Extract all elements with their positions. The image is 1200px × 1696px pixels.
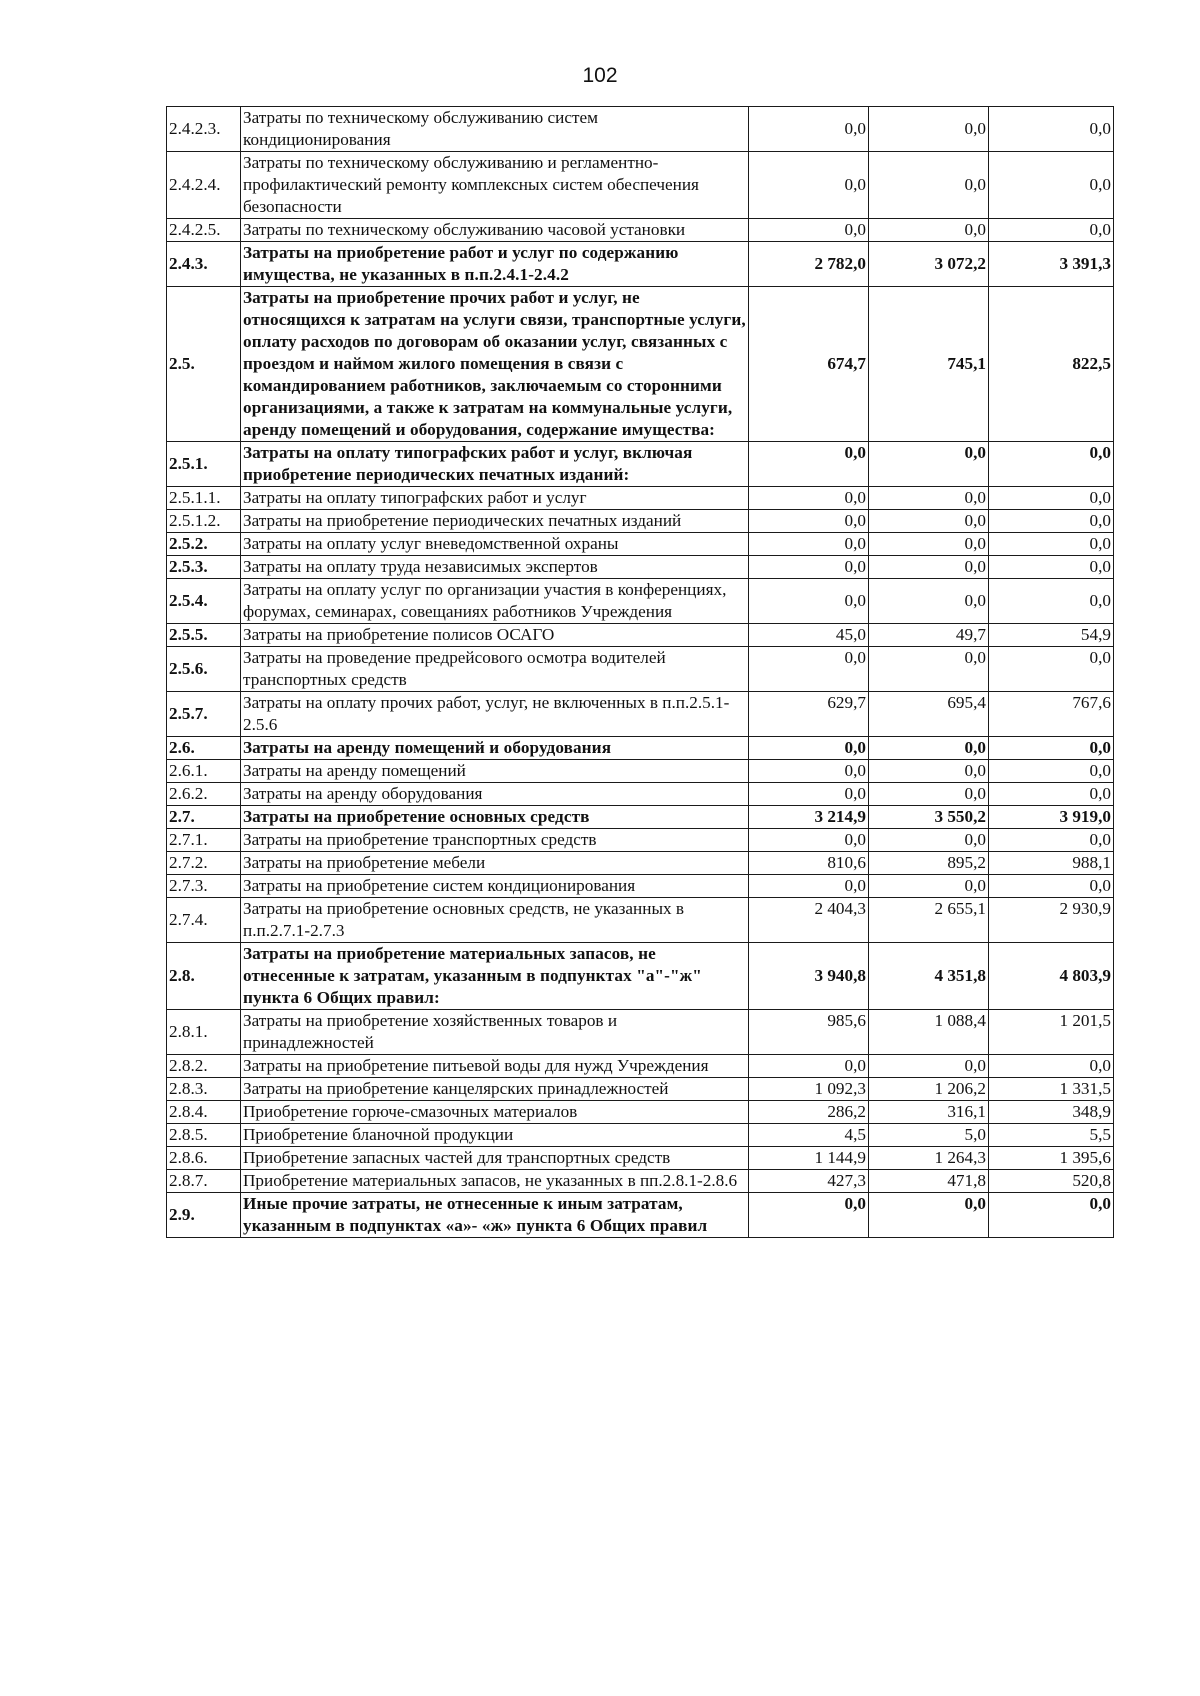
table-row bbox=[167, 1101, 1114, 1124]
row-value-2: 0,0 bbox=[869, 152, 989, 219]
row-value-1: 629,7 bbox=[749, 692, 869, 737]
table-row bbox=[167, 1193, 1114, 1238]
row-number: 2.5.1.1. bbox=[167, 487, 241, 510]
row-value-1: 0,0 bbox=[749, 783, 869, 806]
row-description: Затраты на приобретение основных средств, не указанных в п.п.2.7.1-2.7.3 bbox=[241, 898, 749, 943]
row-value-3: 0,0 bbox=[989, 829, 1114, 852]
row-value-3: 767,6 bbox=[989, 692, 1114, 737]
row-value-2: 5,0 bbox=[869, 1124, 989, 1147]
row-value-1: 2 404,3 bbox=[749, 898, 869, 943]
row-value-3: 0,0 bbox=[989, 783, 1114, 806]
row-value-2: 0,0 bbox=[869, 1055, 989, 1078]
table-row bbox=[167, 806, 1114, 829]
row-value-3: 520,8 bbox=[989, 1170, 1114, 1193]
row-number: 2.8.6. bbox=[167, 1147, 241, 1170]
row-value-2: 0,0 bbox=[869, 219, 989, 242]
row-value-1: 3 940,8 bbox=[749, 943, 869, 1010]
row-number: 2.5. bbox=[167, 287, 241, 442]
row-value-2: 0,0 bbox=[869, 829, 989, 852]
row-number: 2.9. bbox=[167, 1193, 241, 1238]
row-number: 2.4.3. bbox=[167, 242, 241, 287]
row-value-2: 1 206,2 bbox=[869, 1078, 989, 1101]
row-value-3: 0,0 bbox=[989, 875, 1114, 898]
row-value-1: 810,6 bbox=[749, 852, 869, 875]
row-number: 2.8.3. bbox=[167, 1078, 241, 1101]
row-value-3: 0,0 bbox=[989, 579, 1114, 624]
row-description: Затраты по техническому обслуживанию систем кондиционирования bbox=[241, 107, 749, 152]
table-row bbox=[167, 898, 1114, 943]
row-number: 2.5.4. bbox=[167, 579, 241, 624]
row-number: 2.7.1. bbox=[167, 829, 241, 852]
row-value-1: 0,0 bbox=[749, 737, 869, 760]
row-value-1: 286,2 bbox=[749, 1101, 869, 1124]
row-value-1: 0,0 bbox=[749, 579, 869, 624]
row-value-1: 427,3 bbox=[749, 1170, 869, 1193]
row-description: Затраты на оплату типографских работ и услуг, включая приобретение периодических печатных изданий: bbox=[241, 442, 749, 487]
row-value-3: 1 331,5 bbox=[989, 1078, 1114, 1101]
table-row bbox=[167, 1170, 1114, 1193]
table-row bbox=[167, 533, 1114, 556]
row-value-3: 0,0 bbox=[989, 442, 1114, 487]
row-value-1: 0,0 bbox=[749, 1055, 869, 1078]
table-row bbox=[167, 647, 1114, 692]
row-value-2: 745,1 bbox=[869, 287, 989, 442]
table-row bbox=[167, 219, 1114, 242]
table-row bbox=[167, 1010, 1114, 1055]
row-value-2: 49,7 bbox=[869, 624, 989, 647]
row-description: Затраты на аренду помещений bbox=[241, 760, 749, 783]
row-value-2: 0,0 bbox=[869, 760, 989, 783]
table-row bbox=[167, 287, 1114, 442]
row-number: 2.7.4. bbox=[167, 898, 241, 943]
row-number: 2.7.2. bbox=[167, 852, 241, 875]
row-number: 2.6.1. bbox=[167, 760, 241, 783]
table-row bbox=[167, 487, 1114, 510]
row-value-1: 45,0 bbox=[749, 624, 869, 647]
table-row bbox=[167, 624, 1114, 647]
table-row bbox=[167, 107, 1114, 152]
row-number: 2.6. bbox=[167, 737, 241, 760]
row-value-3: 0,0 bbox=[989, 556, 1114, 579]
row-value-1: 0,0 bbox=[749, 533, 869, 556]
row-value-2: 1 264,3 bbox=[869, 1147, 989, 1170]
row-value-2: 0,0 bbox=[869, 875, 989, 898]
row-description: Затраты на оплату услуг вневедомственной охраны bbox=[241, 533, 749, 556]
table-row bbox=[167, 1124, 1114, 1147]
table-row bbox=[167, 242, 1114, 287]
row-value-3: 0,0 bbox=[989, 1193, 1114, 1238]
row-number: 2.8.4. bbox=[167, 1101, 241, 1124]
row-description: Иные прочие затраты, не отнесенные к иным затратам, указанным в подпунктах «а»- «ж» пункта 6 Общих правил bbox=[241, 1193, 749, 1238]
table-row bbox=[167, 556, 1114, 579]
table-row bbox=[167, 152, 1114, 219]
row-number: 2.8.2. bbox=[167, 1055, 241, 1078]
row-description: Затраты на приобретение материальных запасов, не отнесенные к затратам, указанным в подпунктах "а"-"ж" пункта 6 Общих правил: bbox=[241, 943, 749, 1010]
row-number: 2.4.2.4. bbox=[167, 152, 241, 219]
row-value-2: 0,0 bbox=[869, 579, 989, 624]
row-value-3: 0,0 bbox=[989, 647, 1114, 692]
row-value-3: 0,0 bbox=[989, 533, 1114, 556]
row-value-1: 0,0 bbox=[749, 107, 869, 152]
row-value-1: 0,0 bbox=[749, 1193, 869, 1238]
row-value-2: 0,0 bbox=[869, 442, 989, 487]
table-row bbox=[167, 579, 1114, 624]
row-value-3: 0,0 bbox=[989, 1055, 1114, 1078]
row-description: Затраты на приобретение основных средств bbox=[241, 806, 749, 829]
row-value-1: 674,7 bbox=[749, 287, 869, 442]
row-value-3: 5,5 bbox=[989, 1124, 1114, 1147]
page-number: 102 bbox=[582, 64, 618, 87]
row-description: Затраты на приобретение периодических печатных изданий bbox=[241, 510, 749, 533]
table-row bbox=[167, 829, 1114, 852]
row-value-1: 0,0 bbox=[749, 442, 869, 487]
row-value-3: 0,0 bbox=[989, 737, 1114, 760]
table-body bbox=[167, 107, 1114, 1238]
row-description: Затраты на приобретение систем кондиционирования bbox=[241, 875, 749, 898]
table-row bbox=[167, 943, 1114, 1010]
row-value-3: 0,0 bbox=[989, 152, 1114, 219]
table-row bbox=[167, 1147, 1114, 1170]
row-value-3: 3 391,3 bbox=[989, 242, 1114, 287]
row-description: Затраты на приобретение хозяйственных товаров и принадлежностей bbox=[241, 1010, 749, 1055]
row-value-1: 0,0 bbox=[749, 760, 869, 783]
row-value-2: 471,8 bbox=[869, 1170, 989, 1193]
row-description: Затраты по техническому обслуживанию часовой установки bbox=[241, 219, 749, 242]
row-value-2: 3 550,2 bbox=[869, 806, 989, 829]
row-description: Затраты по техническому обслуживанию и регламентно-профилактический ремонту комплексных систем обеспечения безопасности bbox=[241, 152, 749, 219]
row-number: 2.6.2. bbox=[167, 783, 241, 806]
row-value-1: 1 144,9 bbox=[749, 1147, 869, 1170]
row-value-1: 3 214,9 bbox=[749, 806, 869, 829]
cost-table bbox=[166, 106, 1114, 1238]
row-description: Приобретение материальных запасов, не указанных в пп.2.8.1-2.8.6 bbox=[241, 1170, 749, 1193]
row-value-1: 0,0 bbox=[749, 829, 869, 852]
row-value-3: 0,0 bbox=[989, 487, 1114, 510]
table-row bbox=[167, 783, 1114, 806]
row-number: 2.5.5. bbox=[167, 624, 241, 647]
row-value-1: 0,0 bbox=[749, 875, 869, 898]
row-description: Затраты на оплату услуг по организации участия в конференциях, форумах, семинарах, совещаниях работников Учреждения bbox=[241, 579, 749, 624]
row-value-2: 695,4 bbox=[869, 692, 989, 737]
row-number: 2.7.3. bbox=[167, 875, 241, 898]
row-value-3: 1 395,6 bbox=[989, 1147, 1114, 1170]
row-value-2: 895,2 bbox=[869, 852, 989, 875]
row-description: Затраты на оплату типографских работ и услуг bbox=[241, 487, 749, 510]
row-value-3: 0,0 bbox=[989, 219, 1114, 242]
row-description: Затраты на приобретение работ и услуг по содержанию имущества, не указанных в п.п.2.4.1-2.4.2 bbox=[241, 242, 749, 287]
row-value-2: 0,0 bbox=[869, 510, 989, 533]
table-row bbox=[167, 510, 1114, 533]
row-description: Затраты на оплату прочих работ, услуг, не включенных в п.п.2.5.1-2.5.6 bbox=[241, 692, 749, 737]
row-value-2: 0,0 bbox=[869, 556, 989, 579]
row-number: 2.5.1.2. bbox=[167, 510, 241, 533]
row-description: Приобретение запасных частей для транспортных средств bbox=[241, 1147, 749, 1170]
row-value-1: 0,0 bbox=[749, 152, 869, 219]
row-number: 2.5.2. bbox=[167, 533, 241, 556]
row-value-2: 3 072,2 bbox=[869, 242, 989, 287]
table-row bbox=[167, 875, 1114, 898]
row-number: 2.8.1. bbox=[167, 1010, 241, 1055]
row-value-2: 0,0 bbox=[869, 647, 989, 692]
table-row bbox=[167, 737, 1114, 760]
row-value-1: 0,0 bbox=[749, 487, 869, 510]
row-value-1: 2 782,0 bbox=[749, 242, 869, 287]
row-value-3: 0,0 bbox=[989, 510, 1114, 533]
row-description: Затраты на проведение предрейсового осмотра водителей транспортных средств bbox=[241, 647, 749, 692]
row-number: 2.7. bbox=[167, 806, 241, 829]
row-description: Затраты на аренду помещений и оборудования bbox=[241, 737, 749, 760]
row-value-1: 0,0 bbox=[749, 219, 869, 242]
row-description: Затраты на приобретение прочих работ и услуг, не относящихся к затратам на услуги связи, транспортные услуги, оплату расходов по договорам об оказании услуг, связанных с проездом и наймом жилого помещения в связи с командированием работников, заключаемым со сторонними организациями, а также к затратам на коммунальные услуги, аренду помещений и оборудования, содержание имущества: bbox=[241, 287, 749, 442]
row-value-3: 4 803,9 bbox=[989, 943, 1114, 1010]
row-number: 2.5.3. bbox=[167, 556, 241, 579]
row-value-2: 4 351,8 bbox=[869, 943, 989, 1010]
row-description: Затраты на оплату труда независимых экспертов bbox=[241, 556, 749, 579]
row-description: Затраты на приобретение транспортных средств bbox=[241, 829, 749, 852]
row-value-1: 4,5 bbox=[749, 1124, 869, 1147]
row-value-2: 0,0 bbox=[869, 1193, 989, 1238]
row-description: Затраты на приобретение питьевой воды для нужд Учреждения bbox=[241, 1055, 749, 1078]
table-row bbox=[167, 852, 1114, 875]
row-description: Приобретение бланочной продукции bbox=[241, 1124, 749, 1147]
row-value-3: 822,5 bbox=[989, 287, 1114, 442]
row-value-1: 0,0 bbox=[749, 647, 869, 692]
row-value-2: 316,1 bbox=[869, 1101, 989, 1124]
row-number: 2.8.5. bbox=[167, 1124, 241, 1147]
row-value-1: 0,0 bbox=[749, 510, 869, 533]
row-value-3: 54,9 bbox=[989, 624, 1114, 647]
row-value-1: 1 092,3 bbox=[749, 1078, 869, 1101]
row-description: Приобретение горюче-смазочных материалов bbox=[241, 1101, 749, 1124]
row-description: Затраты на аренду оборудования bbox=[241, 783, 749, 806]
row-value-2: 2 655,1 bbox=[869, 898, 989, 943]
row-number: 2.4.2.3. bbox=[167, 107, 241, 152]
row-value-3: 3 919,0 bbox=[989, 806, 1114, 829]
row-number: 2.5.7. bbox=[167, 692, 241, 737]
row-description: Затраты на приобретение мебели bbox=[241, 852, 749, 875]
row-value-3: 2 930,9 bbox=[989, 898, 1114, 943]
row-description: Затраты на приобретение канцелярских принадлежностей bbox=[241, 1078, 749, 1101]
row-value-3: 0,0 bbox=[989, 107, 1114, 152]
row-value-2: 0,0 bbox=[869, 107, 989, 152]
row-value-3: 0,0 bbox=[989, 760, 1114, 783]
row-number: 2.5.6. bbox=[167, 647, 241, 692]
table-row bbox=[167, 692, 1114, 737]
row-value-3: 988,1 bbox=[989, 852, 1114, 875]
row-description: Затраты на приобретение полисов ОСАГО bbox=[241, 624, 749, 647]
row-value-3: 1 201,5 bbox=[989, 1010, 1114, 1055]
table-row bbox=[167, 1055, 1114, 1078]
row-value-1: 985,6 bbox=[749, 1010, 869, 1055]
row-value-2: 0,0 bbox=[869, 487, 989, 510]
row-value-2: 0,0 bbox=[869, 783, 989, 806]
row-number: 2.8. bbox=[167, 943, 241, 1010]
row-number: 2.4.2.5. bbox=[167, 219, 241, 242]
row-value-1: 0,0 bbox=[749, 556, 869, 579]
row-value-3: 348,9 bbox=[989, 1101, 1114, 1124]
table-row bbox=[167, 760, 1114, 783]
row-value-2: 0,0 bbox=[869, 737, 989, 760]
row-value-2: 1 088,4 bbox=[869, 1010, 989, 1055]
table-row bbox=[167, 1078, 1114, 1101]
table-row bbox=[167, 442, 1114, 487]
row-value-2: 0,0 bbox=[869, 533, 989, 556]
row-number: 2.5.1. bbox=[167, 442, 241, 487]
row-number: 2.8.7. bbox=[167, 1170, 241, 1193]
